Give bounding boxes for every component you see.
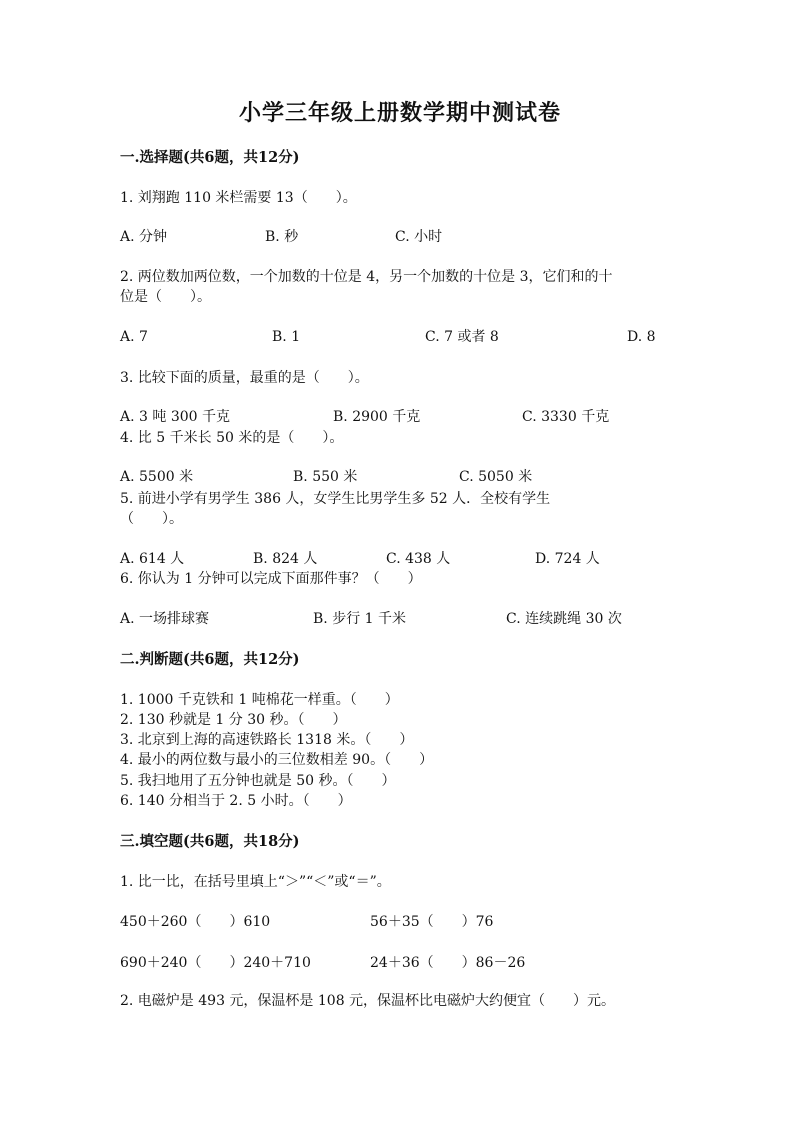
question-text: 2. 两位数加两位数，一个加数的十位是 4，另一个加数的十位是 3，它们和的十	[120, 269, 613, 285]
question-text: 1. 刘翔跑 110 米栏需要 13（ ）。	[120, 190, 357, 206]
option-b: B. 步行 1 千米	[313, 611, 406, 627]
judge-item: 6. 140 分相当于 2. 5 小时。（ ）	[120, 793, 352, 809]
question-text: 3. 比较下面的质量，最重的是（ ）。	[120, 370, 369, 386]
option-a: A. 614 人	[120, 551, 185, 567]
option-a: A. 3 吨 300 千克	[120, 409, 230, 425]
section-heading-fill: 三.填空题(共6题，共18分)	[120, 833, 300, 850]
compare-item: 690＋240（ ）240＋710	[120, 955, 311, 971]
compare-item: 24＋36（ ）86－26	[370, 955, 526, 971]
judge-item: 3. 北京到上海的高速铁路长 1318 米。（ ）	[120, 732, 414, 748]
option-c: C. 3330 千克	[522, 409, 610, 425]
section-heading-judge: 二.判断题(共6题，共12分)	[120, 651, 300, 668]
judge-item: 4. 最小的两位数与最小的三位数相差 90。（ ）	[120, 752, 434, 768]
option-d: D. 8	[627, 329, 656, 345]
option-b: B. 1	[272, 329, 301, 345]
option-a: A. 一场排球赛	[120, 611, 210, 627]
question-text-cont: （ ）。	[120, 511, 183, 527]
page-title: 小学三年级上册数学期中测试卷	[238, 100, 561, 126]
judge-item: 1. 1000 千克铁和 1 吨棉花一样重。（ ）	[120, 692, 399, 708]
option-c: C. 7 或者 8	[425, 329, 499, 345]
compare-item: 56＋35（ ）76	[370, 914, 494, 930]
judge-item: 2. 130 秒就是 1 分 30 秒。（ ）	[120, 712, 347, 728]
option-a: A. 分钟	[120, 229, 168, 245]
option-a: A. 7	[120, 329, 148, 345]
option-c: C. 438 人	[386, 551, 451, 567]
option-a: A. 5500 米	[120, 469, 194, 485]
question-text-cont: 位是（ ）。	[120, 289, 211, 305]
question-text: 6. 你认为 1 分钟可以完成下面那件事？（ ）	[120, 571, 422, 587]
question-text: 4. 比 5 千米长 50 米的是（ ）。	[120, 430, 344, 446]
question-text: 1. 比一比，在括号里填上“＞”“＜”或“＝”。	[120, 874, 391, 890]
option-d: D. 724 人	[535, 551, 600, 567]
option-c: C. 连续跳绳 30 次	[506, 611, 622, 627]
judge-item: 5. 我扫地用了五分钟也就是 50 秒。（ ）	[120, 773, 396, 789]
option-b: B. 秒	[265, 229, 299, 245]
option-b: B. 2900 千克	[333, 409, 421, 425]
option-c: C. 5050 米	[459, 469, 533, 485]
compare-item: 450＋260（ ）610	[120, 914, 271, 930]
option-b: B. 550 米	[293, 469, 358, 485]
section-heading-choice: 一.选择题(共6题，共12分)	[120, 149, 300, 166]
option-c: C. 小时	[395, 229, 443, 245]
question-text: 5. 前进小学有男学生 386 人，女学生比男学生多 52 人．全校有学生	[120, 491, 551, 507]
question-text: 2. 电磁炉是 493 元，保温杯是 108 元，保温杯比电磁炉大约便宜（ ）元。	[120, 993, 616, 1009]
option-b: B. 824 人	[253, 551, 318, 567]
